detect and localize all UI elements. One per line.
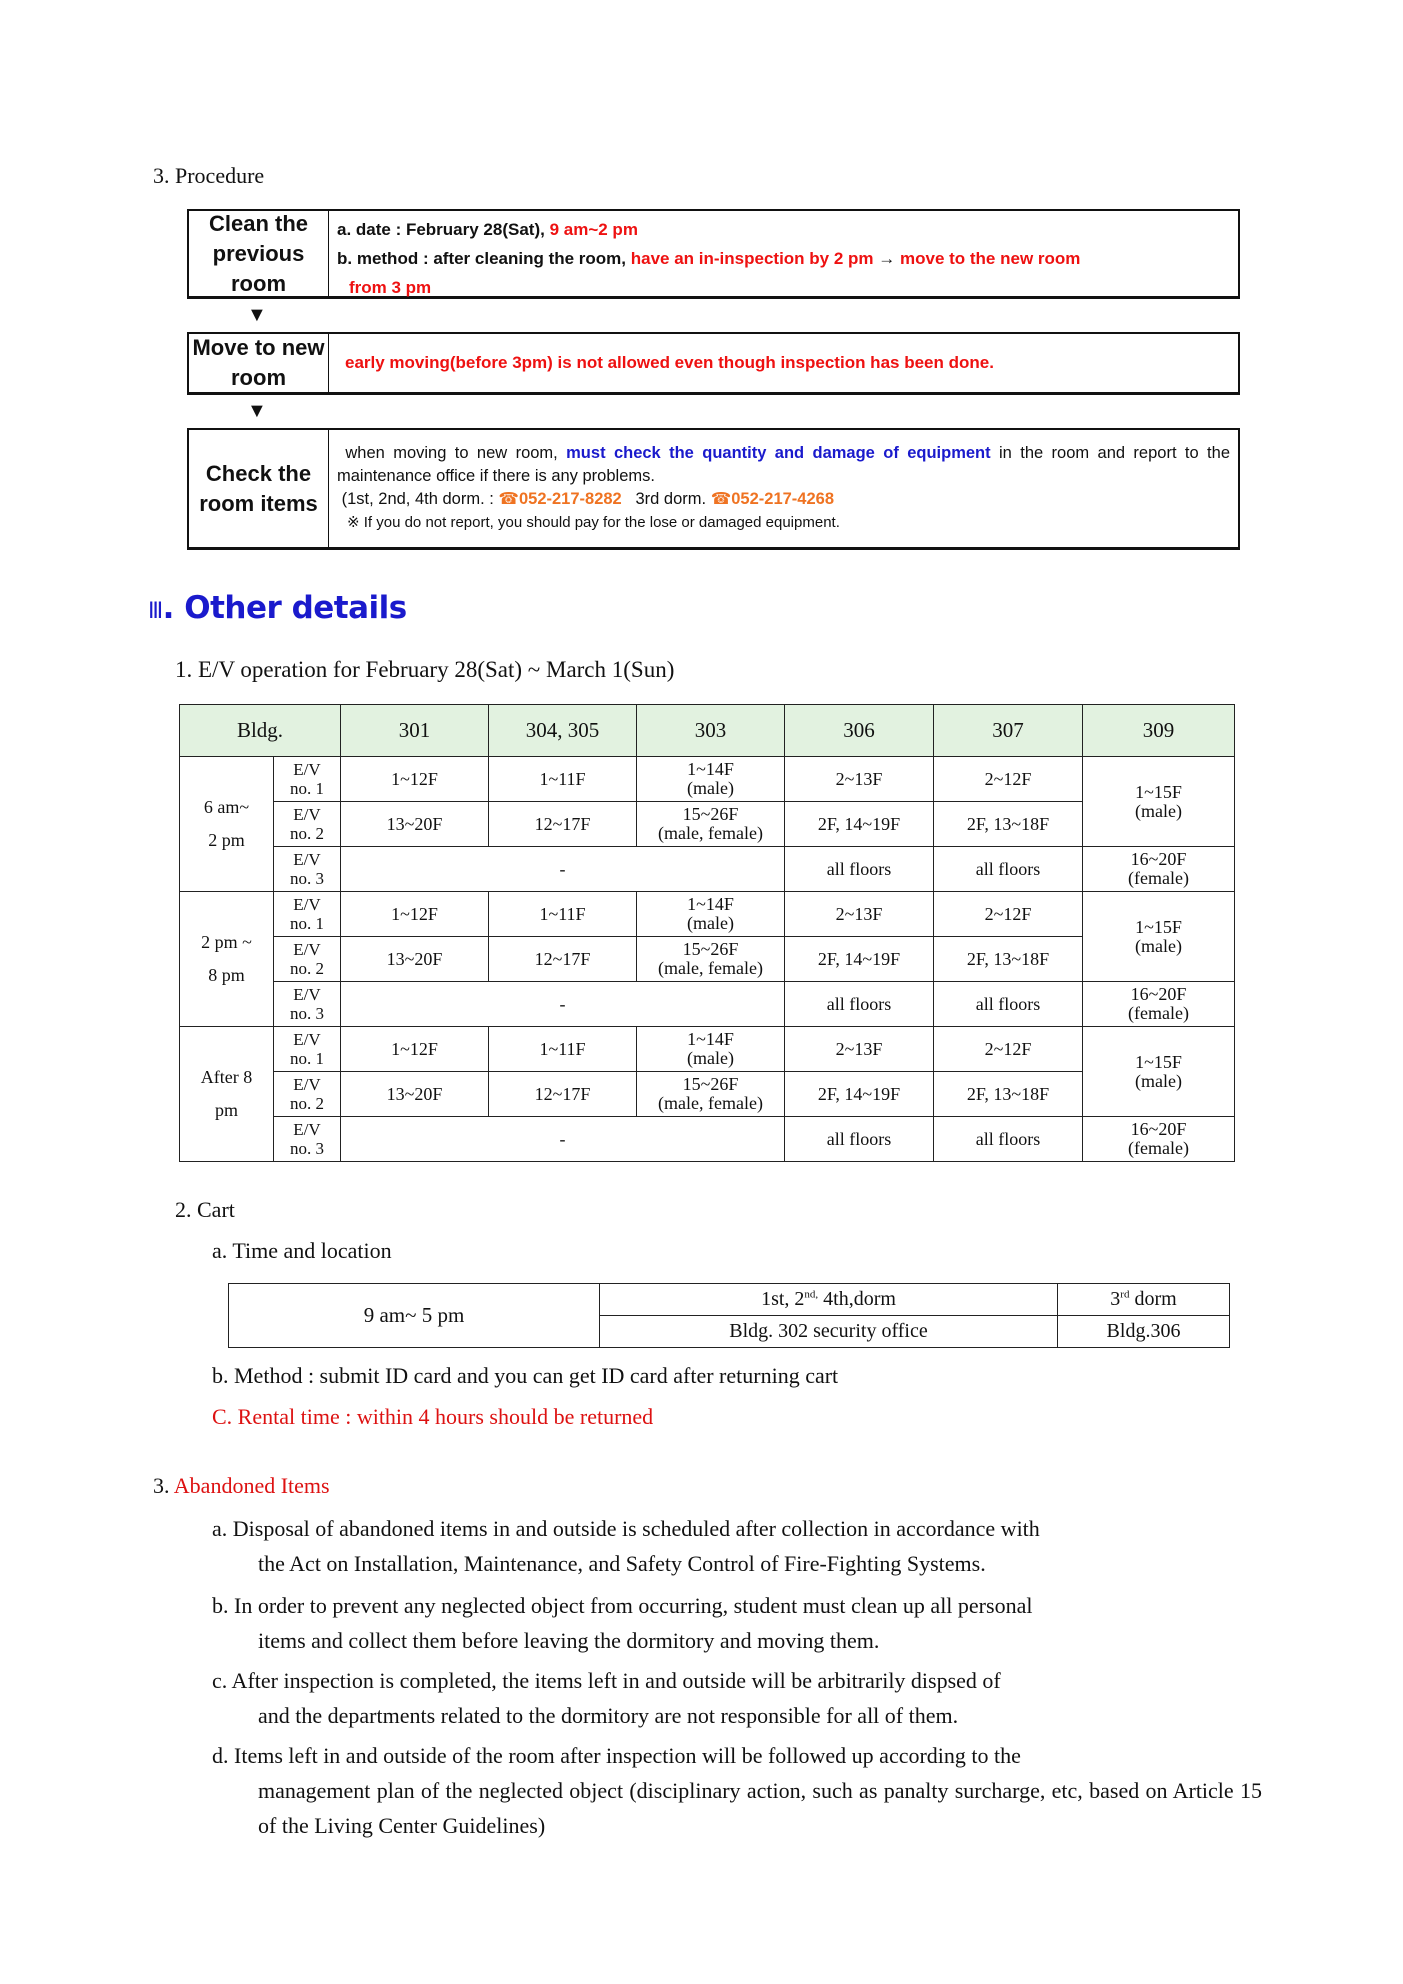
cell-306: 2F, 14~19F bbox=[785, 937, 934, 982]
method-highlight: have an in-inspection by 2 pm bbox=[630, 249, 874, 268]
cart-col2-location: Bldg.306 bbox=[1058, 1316, 1230, 1348]
abandoned-number: 3. bbox=[153, 1473, 174, 1498]
step-label: Clean the previous room bbox=[189, 211, 329, 296]
abandoned-item-c: c. After inspection is completed, the items left in and outside will be arbitrarily dispsed of and the departments related to the dormitory are not responsible for all of them. bbox=[212, 1668, 1001, 1728]
ev-label-cell: E/V no. 1 bbox=[274, 757, 341, 802]
cart-method: b. Method : submit ID card and you can get ID card after returning cart bbox=[212, 1363, 839, 1388]
cell-303: 15~26F (male, female) bbox=[637, 802, 785, 847]
cell-301: 13~20F bbox=[341, 937, 489, 982]
date-text: a. date : February 28(Sat), bbox=[337, 220, 550, 239]
cell-309-male: 1~15F (male) bbox=[1083, 757, 1235, 847]
cell-307: 2F, 13~18F bbox=[934, 1072, 1083, 1117]
table-row bbox=[180, 847, 1235, 892]
cell-309-male: 1~15F (male) bbox=[1083, 1027, 1235, 1117]
cell-307: 2~12F bbox=[934, 757, 1083, 802]
table-row bbox=[229, 1284, 1230, 1316]
cart-time: 9 am~ 5 pm bbox=[229, 1284, 600, 1348]
cell-309-female: 16~20F (female) bbox=[1083, 1117, 1235, 1162]
cell-309-female: 16~20F (female) bbox=[1083, 982, 1235, 1027]
table-row bbox=[180, 757, 1235, 802]
abandoned-item-a: a. Disposal of abandoned items in and outside is scheduled after collection in accordance with the Act on Installation, Maintenance, and Safety Control of Fire-Fighting Systems. bbox=[212, 1516, 1040, 1576]
cell-301: 1~12F bbox=[341, 892, 489, 937]
cell-303: 1~14F (male) bbox=[637, 1027, 785, 1072]
table-row bbox=[180, 937, 1235, 982]
table-row bbox=[180, 1027, 1235, 1072]
ev-label-cell: E/V no. 2 bbox=[274, 937, 341, 982]
date-highlight: 9 am~2 pm bbox=[549, 220, 638, 239]
time-line: pm bbox=[214, 1100, 238, 1120]
phone-prefix: (1st, 2nd, 4th dorm. : bbox=[341, 490, 499, 508]
cell-301-303-merged: - bbox=[341, 1117, 785, 1162]
cell-307: all floors bbox=[934, 982, 1083, 1027]
cell-306: 2~13F bbox=[785, 1027, 934, 1072]
cell-304-305: 12~17F bbox=[489, 937, 637, 982]
time-line: After 8 bbox=[200, 1067, 253, 1087]
procedure-step-check bbox=[187, 428, 1240, 550]
method-text: b. method : after cleaning the room, bbox=[337, 249, 631, 268]
header-307: 307 bbox=[934, 705, 1083, 757]
cell-307: 2~12F bbox=[934, 892, 1083, 937]
abandoned-title: Abandoned Items bbox=[173, 1473, 330, 1498]
cell-303: 1~14F (male) bbox=[637, 892, 785, 937]
ev-label-cell: E/V no. 3 bbox=[274, 982, 341, 1027]
cell-301-303-merged: - bbox=[341, 847, 785, 892]
ev-label-cell: E/V no. 3 bbox=[274, 847, 341, 892]
abandoned-heading bbox=[153, 1473, 330, 1499]
cell-301: 13~20F bbox=[341, 1072, 489, 1117]
check-text: when moving to new room, bbox=[345, 444, 567, 462]
down-triangle-icon: ▼ bbox=[247, 400, 267, 422]
cell-307: 2~12F bbox=[934, 1027, 1083, 1072]
time-line: 2 pm bbox=[208, 830, 245, 850]
cell-303: 1~14F (male) bbox=[637, 757, 785, 802]
cell-301: 13~20F bbox=[341, 802, 489, 847]
time-period-cell bbox=[180, 757, 274, 892]
table-row bbox=[180, 892, 1235, 937]
cell-307: all floors bbox=[934, 1117, 1083, 1162]
cell-304-305: 12~17F bbox=[489, 1072, 637, 1117]
cell-301: 1~12F bbox=[341, 1027, 489, 1072]
section-title bbox=[148, 590, 407, 626]
phone-mid: 3rd dorm. bbox=[621, 490, 711, 508]
cart-col1-header: 1st, $2^{nd,}$ 4th,dorm bbox=[600, 1284, 1058, 1316]
method-continuation: from 3 pm bbox=[349, 278, 432, 297]
cell-306: all floors bbox=[785, 982, 934, 1027]
time-period-cell bbox=[180, 1027, 274, 1162]
ev-operation-heading: 1. E/V operation for February 28(Sat) ~ March 1(Sun) bbox=[175, 657, 675, 682]
cart-heading: 2. Cart bbox=[175, 1197, 235, 1222]
phone-number-2: ☎052-217-4268 bbox=[710, 490, 834, 508]
section-title-text: . Other details bbox=[162, 590, 407, 626]
abandoned-item-d: d. Items left in and outside of the room after inspection will be followed up according to the management plan of the neglected object (disciplinary action, such as panalty surcharge, etc, based on Article 15 of the Living Center Guidelines) bbox=[212, 1743, 1262, 1838]
table-row bbox=[180, 1117, 1235, 1162]
check-suffix: in the room and report to the maintenance office if there is any problems. bbox=[337, 444, 1230, 485]
check-highlight: must check the quantity and damage of equipment bbox=[566, 444, 991, 462]
report-note: ※ If you do not report, you should pay for the lose or damaged equipment. bbox=[347, 514, 840, 531]
cell-306: 2F, 14~19F bbox=[785, 1072, 934, 1117]
cell-301: 1~12F bbox=[341, 757, 489, 802]
cell-303: 15~26F (male, female) bbox=[637, 1072, 785, 1117]
step-content bbox=[329, 211, 1238, 296]
cell-303: 15~26F (male, female) bbox=[637, 937, 785, 982]
ev-operation-table bbox=[179, 704, 1235, 1162]
header-bldg: Bldg. bbox=[180, 705, 341, 757]
cell-309-male: 1~15F (male) bbox=[1083, 892, 1235, 982]
roman-numeral: Ⅲ bbox=[148, 599, 163, 624]
cell-304-305: 1~11F bbox=[489, 892, 637, 937]
arrow-right-icon: → bbox=[873, 249, 900, 268]
cell-306: all floors bbox=[785, 847, 934, 892]
table-row bbox=[180, 1072, 1235, 1117]
ev-label-cell: E/V no. 1 bbox=[274, 892, 341, 937]
procedure-heading: 3. Procedure bbox=[153, 163, 265, 188]
cell-301-303-merged: - bbox=[341, 982, 785, 1027]
table-header-row bbox=[180, 705, 1235, 757]
cell-307: 2F, 13~18F bbox=[934, 802, 1083, 847]
cell-307: 2F, 13~18F bbox=[934, 937, 1083, 982]
header-304-305: 304, 305 bbox=[489, 705, 637, 757]
time-line: 8 pm bbox=[208, 965, 245, 985]
cell-306: 2F, 14~19F bbox=[785, 802, 934, 847]
header-309: 309 bbox=[1083, 705, 1235, 757]
step-label: Move to new room bbox=[189, 334, 329, 392]
header-303: 303 bbox=[637, 705, 785, 757]
move-warning: early moving(before 3pm) is not allowed even though inspection has been done. bbox=[345, 353, 994, 372]
cell-306: 2~13F bbox=[785, 757, 934, 802]
cell-306: all floors bbox=[785, 1117, 934, 1162]
time-line: 2 pm ~ bbox=[201, 932, 252, 952]
cell-304-305: 12~17F bbox=[489, 802, 637, 847]
abandoned-item-b: b. In order to prevent any neglected object from occurring, student must clean up all personal items and collect them before leaving the dormitory and moving them. bbox=[212, 1593, 1033, 1653]
table-row bbox=[180, 982, 1235, 1027]
cart-col1-location: Bldg. 302 security office bbox=[600, 1316, 1058, 1348]
time-line: 6 am~ bbox=[203, 797, 250, 817]
procedure-step-clean bbox=[187, 209, 1240, 299]
phone-number-1: ☎052-217-8282 bbox=[498, 490, 622, 508]
header-301: 301 bbox=[341, 705, 489, 757]
cart-col2-header: 3rd dorm bbox=[1058, 1284, 1230, 1316]
step-label: Check the room items bbox=[189, 430, 329, 547]
ev-label-cell: E/V no. 1 bbox=[274, 1027, 341, 1072]
down-triangle-icon: ▼ bbox=[247, 304, 267, 326]
cell-306: 2~13F bbox=[785, 892, 934, 937]
ev-label-cell: E/V no. 3 bbox=[274, 1117, 341, 1162]
cart-time-location-label: a. Time and location bbox=[212, 1238, 392, 1263]
procedure-step-move bbox=[187, 332, 1240, 395]
time-period-cell bbox=[180, 892, 274, 1027]
ev-label-cell: E/V no. 2 bbox=[274, 1072, 341, 1117]
step-content bbox=[329, 430, 1238, 547]
method-highlight-2: move to the new room bbox=[899, 249, 1081, 268]
header-306: 306 bbox=[785, 705, 934, 757]
cell-304-305: 1~11F bbox=[489, 757, 637, 802]
cell-304-305: 1~11F bbox=[489, 1027, 637, 1072]
cell-307: all floors bbox=[934, 847, 1083, 892]
ev-label-cell: E/V no. 2 bbox=[274, 802, 341, 847]
cell-309-female: 16~20F (female) bbox=[1083, 847, 1235, 892]
cart-rental-time: C. Rental time : within 4 hours should be returned bbox=[212, 1404, 654, 1429]
table-row bbox=[180, 802, 1235, 847]
cart-table bbox=[228, 1283, 1230, 1348]
